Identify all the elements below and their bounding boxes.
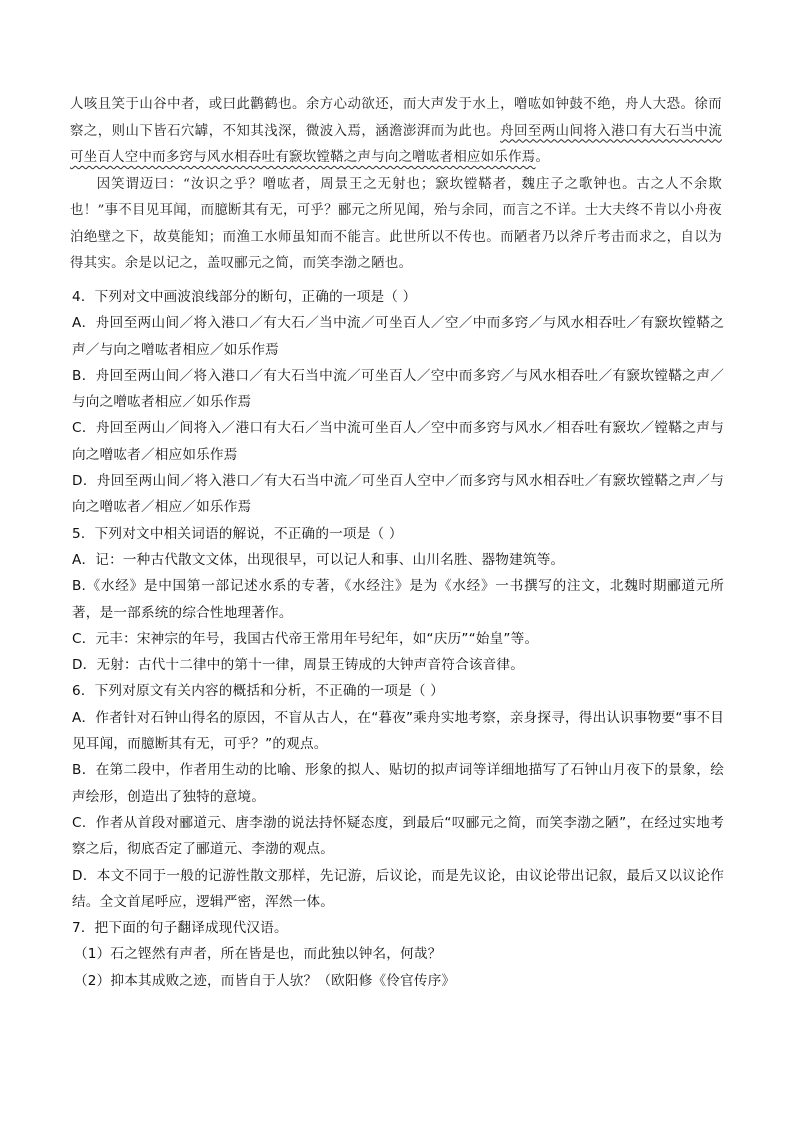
question-7-stem: 7．把下面的句子翻译成现代汉语。 — [72, 920, 288, 937]
question-7-sentence-2: （2）抑本其成败之迹，而皆自于人欤？（欧阳修《伶官传序》 — [74, 972, 456, 989]
wavy-underlined-sentence: 舟回至两山间将入港口有大石当中流可坐百人空中而多窍与风水相吞吐有窾坎镗鞳之声与向之噌吰者相应如乐作焉 — [70, 123, 722, 165]
passage-paragraph-2: 因笑谓迈曰：“汝识之乎？噌吰者，周景王之无射也；窾坎镗鞳者，魏庄子之歌钟也。古之人不余欺也！”事不目见耳闻，而臆断其有无，可乎？郦元之所见闻，殆与余同，而言之不详。士大夫终不肯以小舟夜泊绝壁之下，故莫能知；而渔工水师虽知而不能言。此世所以不传也。而陋者乃以斧斤考击而求之，自以为得其实。余是以记之，盖叹郦元之简，而笑李渤之陋也。 — [70, 176, 722, 271]
question-6-stem: 6．下列对原文有关内容的概括和分析，不正确的一项是（ ） — [72, 683, 445, 700]
question-4-option-a: A．舟回至两山间／将入港口／有大石／当中流／可坐百人／空／中而多窍／与风水相吞吐／有窾坎镗鞳之声／与向之噌吰者相应／如乐作焉 — [72, 315, 724, 358]
question-6-option-c: C．作者从首段对郦道元、唐李渤的说法持怀疑态度，到最后“叹郦元之简，而笑李渤之陋”，在经过实地考察之后，彻底否定了郦道元、李渤的观点。 — [72, 814, 724, 858]
question-list — [72, 284, 724, 994]
question-4-option-c: C．舟回至两山／间将入／港口有大石／当中流可坐百人／空中而多窍与风水／相吞吐有窾坎／镗鞳之声与向之噌吰者／相应如乐作焉 — [72, 420, 724, 463]
question-4-stem: 4．下列对文中画波浪线部分的断句，正确的一项是（ ） — [72, 289, 417, 305]
passage-paragraph-1 — [70, 92, 722, 172]
question-6-option-d: D．本文不同于一般的记游性散文那样，先记游，后议论，而是先议论，由议论带出记叙，最后又以议论作结。全文首尾呼应，逻辑严密，浑然一体。 — [72, 867, 724, 910]
question-5-option-c: C．元丰：宋神宗的年号，我国古代帝王常用年号纪年，如“庆历”“始皇”等。 — [72, 630, 539, 647]
question-7-sentence-1: （1）石之铿然有声者，所在皆是也，而此独以钟名，何哉？ — [74, 946, 442, 963]
question-6-option-a: A．作者针对石钟山得名的原因，不盲从古人，在“暮夜”乘舟实地考察，亲身探寻，得出认识事物要“事不目见耳闻，而臆断其有无，可乎？”的观点。 — [72, 709, 724, 753]
question-6-option-b: B．在第二段中，作者用生动的比喻、形象的拟人、贴切的拟声词等详细地描写了石钟山月夜下的景象，绘声绘形，创造出了独特的意境。 — [72, 762, 724, 805]
passage-text: 。 — [535, 150, 550, 165]
question-5-stem: 5．下列对文中相关词语的解说，不正确的一项是（ ） — [72, 525, 403, 542]
question-4-option-b: B．舟回至两山间／将入港口／有大石当中流／可坐百人／空中而多窍／与风水相吞吐／有窾坎镗鞳之声／与向之噌吰者相应／如乐作焉 — [72, 367, 724, 411]
question-5-option-b: B.《水经》是中国第一部记述水系的专著，《水经注》是为《水经》一书撰写的注文，北魏时期郦道元所著，是一部系统的综合性地理著作。 — [72, 578, 724, 621]
classical-passage — [70, 92, 722, 278]
passage-text: 人咳且笑于山谷中者，或曰此鹳鹤也。余方心动欲还，而大声发于水上，噌吰如钟鼓不绝，舟人大恐。徐而察之，则山下皆石穴罅，不知其浅深，微波入焉，涵澹澎湃而为此也。 — [70, 97, 722, 139]
question-4-option-d: D．舟回至两山间／将入港口／有大石当中流／可坐百人空中／而多窍与风水相吞吐／有窾坎镗鞳之声／与向之噌吰者／相应／如乐作焉 — [72, 473, 724, 516]
question-5-option-d: D．无射：古代十二律中的第十一律，周景王铸成的大钟声音符合该音律。 — [72, 657, 525, 674]
question-5-option-a: A．记：一种古代散文文体，出现很早，可以记人和事、山川名胜、器物建筑等。 — [72, 551, 565, 568]
